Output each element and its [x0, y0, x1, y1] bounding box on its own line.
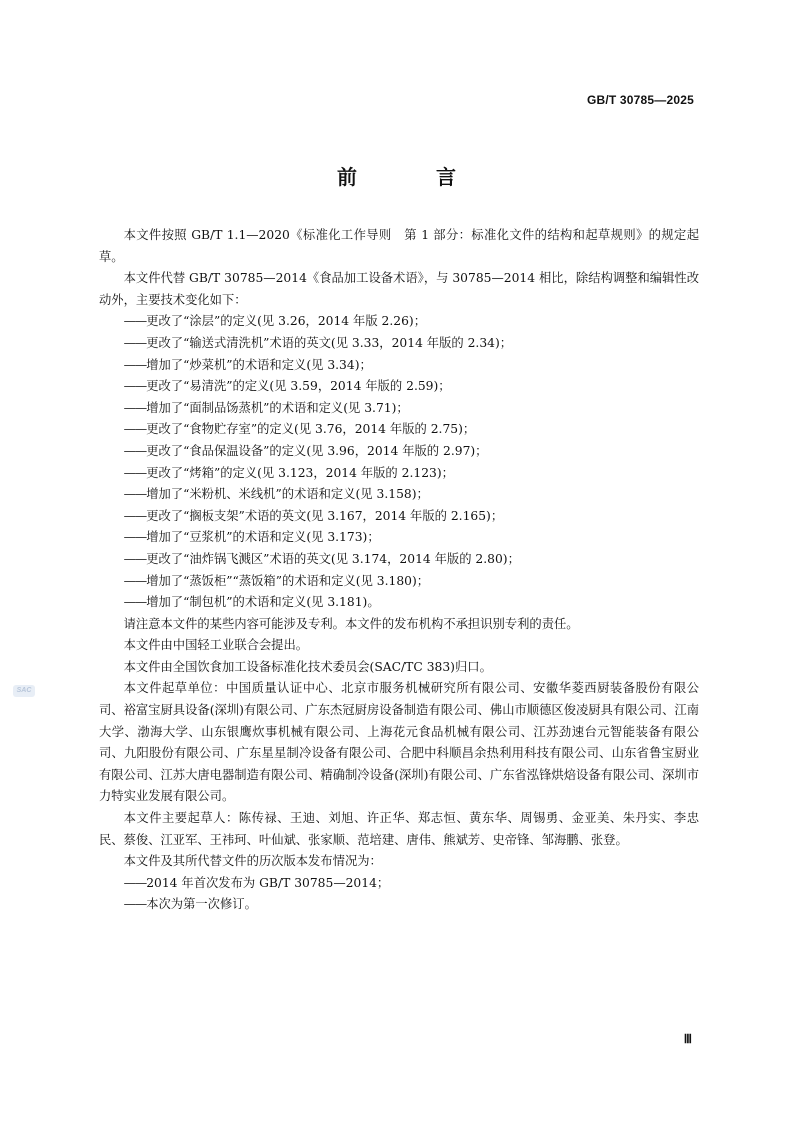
dash-marker: ——: [123, 335, 147, 350]
dash-marker: ——: [123, 422, 147, 437]
list-item: ——更改了“搁板支架”术语的英文(见 3.167，2014 年版的 2.165)；: [123, 508, 504, 523]
foreword-body: [99, 225, 699, 916]
dash-marker: ——: [123, 508, 147, 523]
history-list: [99, 873, 699, 916]
list-item: ——2014 年首次发布为 GB/T 30785—2014；: [123, 875, 390, 890]
intro-paragraph-2: 本文件代替 GB/T 30785—2014《食品加工设备术语》，与 30785—2014 相比，除结构调整和编辑性改动外，主要技术变化如下：: [99, 271, 699, 307]
list-item: ——增加了“炒菜机”的术语和定义(见 3.34)；: [123, 357, 372, 372]
patent-notice: 请注意本文件的某些内容可能涉及专利。本文件的发布机构不承担识别专利的责任。: [123, 616, 579, 631]
dash-marker: ——: [123, 530, 147, 545]
list-item: ——增加了“制包机”的术语和定义(见 3.181)。: [123, 595, 380, 610]
dash-marker: ——: [123, 595, 147, 610]
list-item: ——增加了“面制品饧蒸机”的术语和定义(见 3.71)；: [123, 400, 409, 415]
committee-paragraph: 本文件由全国饮食加工设备标准化技术委员会(SAC/TC 383)归口。: [123, 659, 492, 674]
dash-marker: ——: [123, 897, 147, 912]
changes-list: [99, 311, 699, 613]
dash-marker: ——: [123, 551, 147, 566]
dash-marker: ——: [123, 875, 147, 890]
proposer-paragraph: 本文件由中国轻工业联合会提出。: [123, 638, 309, 653]
list-item: ——增加了“蒸饭柜”“蒸饭箱”的术语和定义(见 3.180)；: [123, 573, 430, 588]
drafting-units-paragraph: 本文件起草单位：中国质量认证中心、北京市服务机械研究所有限公司、安徽华菱西厨装备股份有限公司、裕富宝厨具设备(深圳)有限公司、广东杰冠厨房设备制造有限公司、佛山市顺德区俊凌厨具有限公司、江南大学、渤海大学、山东银鹰炊事机械有限公司、上海花元食品机械有限公司、江苏劲速台元智能装备有限公司、九阳股份有限公司、广东星星制冷设备有限公司、合肥中科顺昌余热利用科技有限公司、山东省鲁宝厨业有限公司、江苏大唐电器制造有限公司、精确制冷设备(深圳)有限公司、广东省泓锋烘焙设备有限公司、深圳市力特实业发展有限公司。: [99, 681, 699, 804]
dash-marker: ——: [123, 400, 147, 415]
list-item: ——更改了“食品保温设备”的定义(见 3.96，2014 年版的 2.97)；: [123, 443, 488, 458]
dash-marker: ——: [123, 357, 147, 372]
dash-marker: ——: [123, 487, 147, 502]
list-item: ——增加了“豆浆机”的术语和定义(见 3.173)；: [123, 530, 380, 545]
intro-paragraph-1: 本文件按照 GB/T 1.1—2020《标准化工作导则 第 1 部分：标准化文件的结构和起草规则》的规定起草。: [99, 228, 699, 264]
page-number: Ⅲ: [683, 1032, 692, 1046]
list-item: ——更改了“烤箱”的定义(见 3.123，2014 年版的 2.123)；: [123, 465, 454, 480]
page-title: 前 言: [337, 165, 492, 189]
dash-marker: ——: [123, 443, 147, 458]
dash-marker: ——: [123, 314, 147, 329]
list-item: ——更改了“食物贮存室”的定义(见 3.76，2014 年版的 2.75)；: [123, 422, 476, 437]
dash-marker: ——: [123, 379, 147, 394]
list-item: ——更改了“涂层”的定义(见 3.26，2014 年版 2.26)；: [123, 314, 426, 329]
history-intro-paragraph: 本文件及其所代替文件的历次版本发布情况为：: [123, 854, 382, 869]
list-item: ——更改了“易清洗”的定义(见 3.59，2014 年版的 2.59)；: [123, 379, 451, 394]
dash-marker: ——: [123, 465, 147, 480]
list-item: ——本次为第一次修订。: [123, 897, 257, 912]
sac-watermark-logo: SAC: [13, 685, 35, 697]
list-item: ——更改了“油炸锅飞溅区”术语的英文(见 3.174，2014 年版的 2.80)；: [123, 551, 520, 566]
dash-marker: ——: [123, 573, 147, 588]
drafters-paragraph: 本文件主要起草人：陈传禄、王迪、刘旭、许正华、郑志恒、黄东华、周锡勇、金亚美、朱丹实、李忠民、蔡俊、江亚军、王祎珂、叶仙斌、张家顺、范培建、唐伟、熊斌芳、史帝锋、邹海鹏、张登。: [99, 811, 699, 847]
standard-code: GB/T 30785—2025: [586, 93, 694, 107]
list-item: ——增加了“米粉机、米线机”的术语和定义(见 3.158)；: [123, 487, 429, 502]
list-item: ——更改了“输送式清洗机”术语的英文(见 3.33，2014 年版的 2.34)；: [123, 335, 513, 350]
